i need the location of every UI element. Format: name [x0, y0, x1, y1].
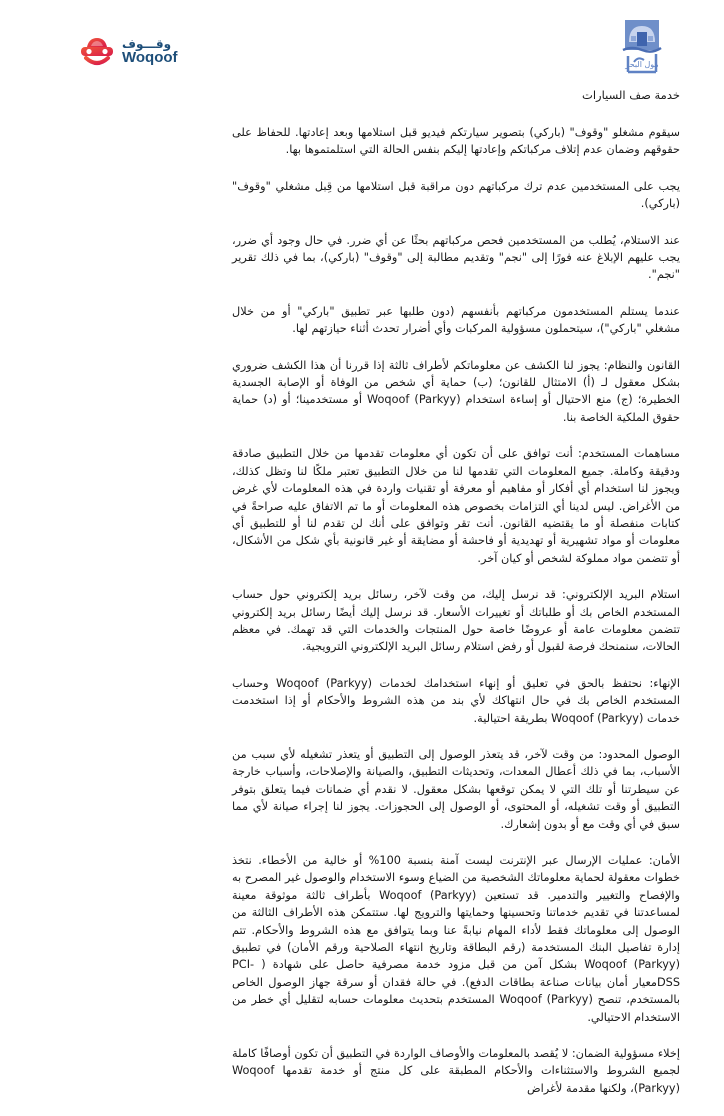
paragraph-limited-access: الوصول المحدود: من وقت لآخر، قد يتعذر الوصول إلى التطبيق أو يتعذر تشغيله لأي سبب من الأسباب، بما في ذلك أعطال المعدات، وتحديثات التطبيق، والصيانة والإصلاحات، وأسباب خارجة عن سيطرتنا أو تلك التي لا يمكن توقعها بشكل معقول. لا نقدم أي ضمانات فيما يتعلق بتوفر التطبيق أو وقت تشغيله، أو المحتوى، أو الوصول إلى الحجوزات. يجوز لنا إجراء صيانة لأي مما سبق في أي وقت مع أو بدون إشعارك. [232, 747, 680, 831]
paragraph-unattended-vehicles: يجب على المستخدمين عدم ترك مركباتهم دون مراقبة قبل استلامها من قِبل مشغلي "وقوف" (باركي). [232, 179, 680, 211]
paragraph-video-recording: سيقوم مشغلو "وقوف" (باركي) بتصوير سيارتكم فيديو قبل استلامها وبعد إعادتها. للحفاظ على حقوقهم وضمان عدم إتلاف مركباتكم وإعادتها إليكم بنفس الحالة التي استلمتموها بها. [232, 126, 680, 157]
page-header [0, 0, 724, 80]
document-body [232, 88, 680, 1116]
paragraph-security: الأمان: عمليات الإرسال عبر الإنترنت ليست آمنة بنسبة 100% أو خالية من الأخطاء. نتخذ خطوات معقولة لحماية معلوماتك الشخصية من الضياع وسوء الاستخدام والوصول غير المصرح به والإفصاح والتغيير والتدمير. قد تستعين Woqoof (Parkyy) بأطراف ثالثة موثوقة معينة لمساعدتنا في تقديم خدماتنا وتحسينها وحمايتها والترويج لها. ستتمكن هذه الأطراف الثالثة من الوصول إلى معلوماتك فقط لأداء المهام نيابةً عنا وبما يتوافق مع هذه الشروط والأحكام. تتم إدارة تفاصيل البنك المستخدمة (رقم البطاقة وتاريخ انتهاء الصلاحية ورقم الأمان) في تطبيق Woqoof (Parkyy) بشكل آمن من قبل مزود خدمة مصرفية حاصل على شهادة ( PCI-DSSمعيار أمان بيانات صناعة بطاقات الدفع). في حالة فقدان أو سرقة جهاز الوصول الخاص بالمستخدم، تنصح Woqoof (Parkyy) المستخدم بتحديث معلومات حسابه لتقليل أي خطر من الاستخدام الاحتيالي. [232, 854, 681, 1024]
paragraph-termination: الإنهاء: نحتفظ بالحق في تعليق أو إنهاء استخدامك لخدمات Woqoof (Parkyy) وحساب المستخدم الخاص بك في حال انتهاكك لأي بند من هذه الشروط والأحكام أو إذا استخدمت خدمات Woqoof (Parkyy) بطريقة احتيالية. [232, 676, 680, 725]
mall-building-icon [620, 18, 664, 76]
paragraph-law-and-order: القانون والنظام: يجوز لنا الكشف عن معلوماتكم لأطراف ثالثة إذا قررنا أن هذا الكشف ضروري بشكل معقول لـ (أ) الامتثال للقانون؛ (ب) حماية أي شخص من الوفاة أو الإصابة الجسدية الخطيرة؛ (ج) منع الاحتيال أو إساءة استخدام Woqoof (Parkyy) أو مستخدمينا؛ أو (د) حماية حقوق الملكية الخاصة بنا. [232, 358, 680, 424]
paragraph-warranty-disclaimer: إخلاء مسؤولية الضمان: لا يُقصد بالمعلومات والأوصاف الواردة في التطبيق أن تكون أوصافًا كاملة لجميع الشروط والاستثناءات والأحكام المطبقة على كل منتج أو خدمة تقدمها Woqoof (Parkyy)، ولكنها مقدمة لأغراض [232, 1047, 680, 1095]
mall-logo-text: مول البحر [625, 60, 659, 69]
woqoof-english-name: Woqoof [122, 48, 178, 66]
paragraph-self-pickup: عندما يستلم المستخدمون مركباتهم بأنفسهم (دون طلبها عبر تطبيق "باركي" أو من خلال مشغلي "باركي")، سيتحملون مسؤولية المركبات وأي أضرار تحدث أثناء حيازتهم لها. [232, 304, 680, 336]
paragraph-inspection-on-receipt: عند الاستلام، يُطلب من المستخدمين فحص مركباتهم بحثًا عن أي ضرر. في حال وجود أي ضرر، يجب عليهم الإبلاغ عنه فورًا إلى "نجم" وتقديم مطالبة إلى "وقوف" (باركي)، بما في ذلك تقرير "نجم". [232, 233, 680, 282]
car-icon [78, 35, 116, 67]
paragraph-email-receipt: استلام البريد الإلكتروني: قد نرسل إليك، من وقت لآخر، رسائل بريد إلكتروني حول حساب المستخدم الخاص بك أو طلباتك أو تغييرات الأسعار. قد نرسل إليك أيضًا رسائل بريد إلكتروني تتضمن معلومات عامة أو عروضًا خاصة حول المنتجات والخدمات التي قد تهمك. في معظم الحالات، سنمنحك فرصة لقبول أو رفض استلام رسائل البريد الإلكتروني الترويجية. [232, 588, 680, 654]
paragraph-user-contributions: مساهمات المستخدم: أنت توافق على أن تكون أي معلومات تقدمها من خلال التطبيق صادقة ودقيقة وكاملة. جميع المعلومات التي تقدمها لنا من خلال التطبيق تعتبر ملكًا لنا وتظل كذلك، ويجوز لنا استخدام أي أفكار أو مفاهيم أو معرفة أو تقنيات واردة في هذه المعلومات لأي غرض من الأغراض. ليس لدينا أي التزامات بخصوص هذه المعلومات أو ما تم الاتفاق عليه صراحةً في كتابات منفصلة أو ما يقتضيه القانون. أنت تقر وتوافق على أنك لن تقدم لنا أو للتطبيق أي معلومات أو مواد تشهيرية أو تهديدية أو فاحشة أو مضايقة أو غير قانونية بأي شكل من الأشكال، أو تتضمن مواد مملوكة لشخص أو كيان آخر. [232, 447, 680, 565]
woqoof-arabic-name: وقـــوف [122, 36, 172, 51]
document-title: خدمة صف السيارات [582, 88, 680, 102]
woqoof-logo [78, 35, 178, 67]
